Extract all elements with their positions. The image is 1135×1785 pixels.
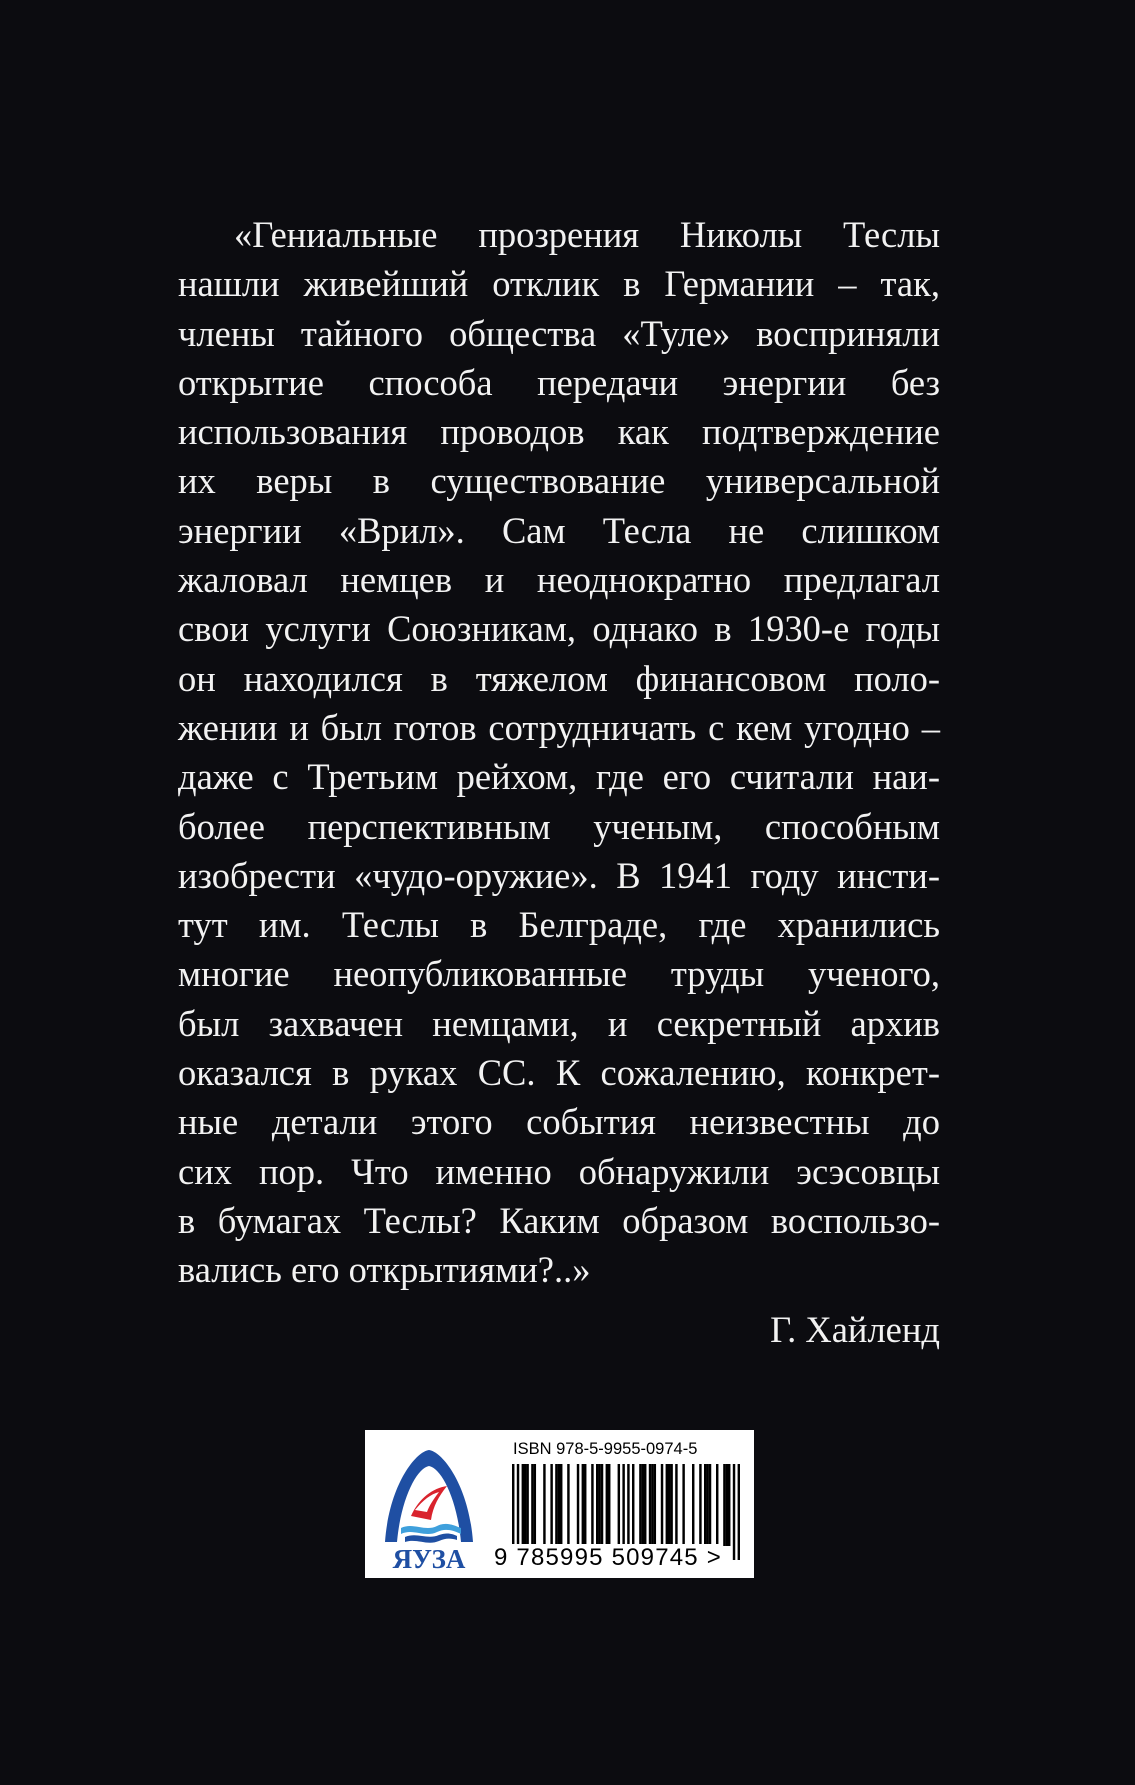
quote-line: в бумагах Теслы? Каким образом воспользо- <box>178 1199 940 1241</box>
quote-line: сих пор. Что именно обнаружили эсэсовцы <box>178 1150 940 1192</box>
barcode-bar <box>668 1464 670 1546</box>
barcode-bar <box>716 1464 718 1546</box>
barcode-bar <box>531 1464 533 1546</box>
barcode-bar <box>709 1464 711 1546</box>
quote-line: нашли живейший отклик в Германии – так, <box>178 263 940 305</box>
barcode-bar <box>706 1464 708 1546</box>
quote-line: открытие способа передачи энергии без <box>178 361 940 403</box>
quote-line: члены тайного общества «Туле» восприняли <box>178 312 940 354</box>
barcode-bar <box>666 1464 668 1546</box>
barcode-bar <box>704 1464 706 1546</box>
barcode-bar <box>596 1464 598 1546</box>
quote-author: Г. Хайленд <box>770 1309 940 1350</box>
barcode-digits: 9 785995 509745 > <box>494 1544 722 1571</box>
publisher-logo <box>375 1446 483 1574</box>
barcode-bar <box>699 1464 701 1546</box>
barcode-bar <box>534 1464 536 1546</box>
barcode-bar <box>639 1464 641 1546</box>
isbn-block <box>365 1430 754 1578</box>
quote-line: использования проводов как подтверждение <box>178 411 940 453</box>
barcode-bar <box>692 1464 694 1546</box>
barcode-bar <box>524 1464 526 1546</box>
quote-line: более перспективным ученым, способным <box>178 805 940 847</box>
quote-line: ные детали этого события неизвестны до <box>178 1101 940 1143</box>
barcode-bar <box>654 1464 656 1546</box>
back-cover-quote <box>178 210 940 1295</box>
quote-line: вались его открытиями?..» <box>178 1249 591 1291</box>
barcode-bar <box>567 1464 569 1546</box>
barcode-bar <box>582 1464 584 1546</box>
barcode-bar <box>632 1464 634 1546</box>
barcode-bar <box>558 1464 560 1546</box>
barcode-bar <box>675 1464 677 1546</box>
barcode-bar <box>651 1464 653 1546</box>
barcode-bar <box>682 1464 684 1546</box>
quote-line: был захвачен немцами, и секретный архив <box>178 1002 940 1044</box>
publisher-logo-text: ЯУЗА <box>392 1544 466 1574</box>
barcode-bar <box>618 1464 620 1546</box>
quote-line: жении и был готов сотрудничать с кем угодно – <box>178 706 940 748</box>
barcode-bar <box>526 1464 528 1546</box>
barcode-bar <box>550 1464 552 1546</box>
isbn-label: ISBN 978-5-9955-0974-5 <box>513 1440 698 1458</box>
quote-line: свои услуги Союзникам, однако в 1930-е годы <box>178 608 940 650</box>
quote-line: энергии «Врил». Сам Тесла не слишком <box>178 509 940 551</box>
barcode-bar <box>555 1464 557 1546</box>
barcode-bar <box>728 1464 730 1546</box>
barcode-bar <box>584 1464 586 1546</box>
barcode-bar <box>560 1464 562 1546</box>
quote-line: он находился в тяжелом финансовом поло- <box>178 657 940 699</box>
quote-line: даже с Третьим рейхом, где его считали наи- <box>178 756 940 798</box>
quote-line: жаловал немцев и неоднократно предлагал <box>178 559 940 601</box>
quote-line: «Гениальные прозрения Николы Теслы <box>234 214 940 255</box>
barcode-bar <box>642 1464 644 1546</box>
barcode-bar <box>649 1464 651 1546</box>
quote-line: оказался в руках СС. К сожалению, конкрет- <box>178 1052 940 1094</box>
barcode-bar <box>670 1464 672 1546</box>
barcode-bar <box>723 1464 725 1546</box>
barcode-bar <box>522 1464 524 1546</box>
barcode-bar <box>661 1464 663 1546</box>
barcode-bar <box>726 1464 728 1546</box>
barcode-bar <box>598 1464 600 1546</box>
barcode-bar <box>601 1464 603 1546</box>
quote-line: тут им. Теслы в Белграде, где хранились <box>178 904 940 946</box>
barcode-bar <box>543 1464 545 1546</box>
quote-line: изобрести «чудо-оружие». В 1941 году инсти- <box>178 854 940 896</box>
barcode-bar <box>591 1464 593 1546</box>
barcode-bar <box>606 1464 608 1546</box>
quote-line: многие неопубликованные труды ученого, <box>178 953 940 995</box>
barcode-bar <box>644 1464 646 1546</box>
barcode-bar <box>608 1464 610 1546</box>
barcode-bar <box>577 1464 579 1546</box>
quote-line: их веры в существование универсальной <box>178 460 940 502</box>
